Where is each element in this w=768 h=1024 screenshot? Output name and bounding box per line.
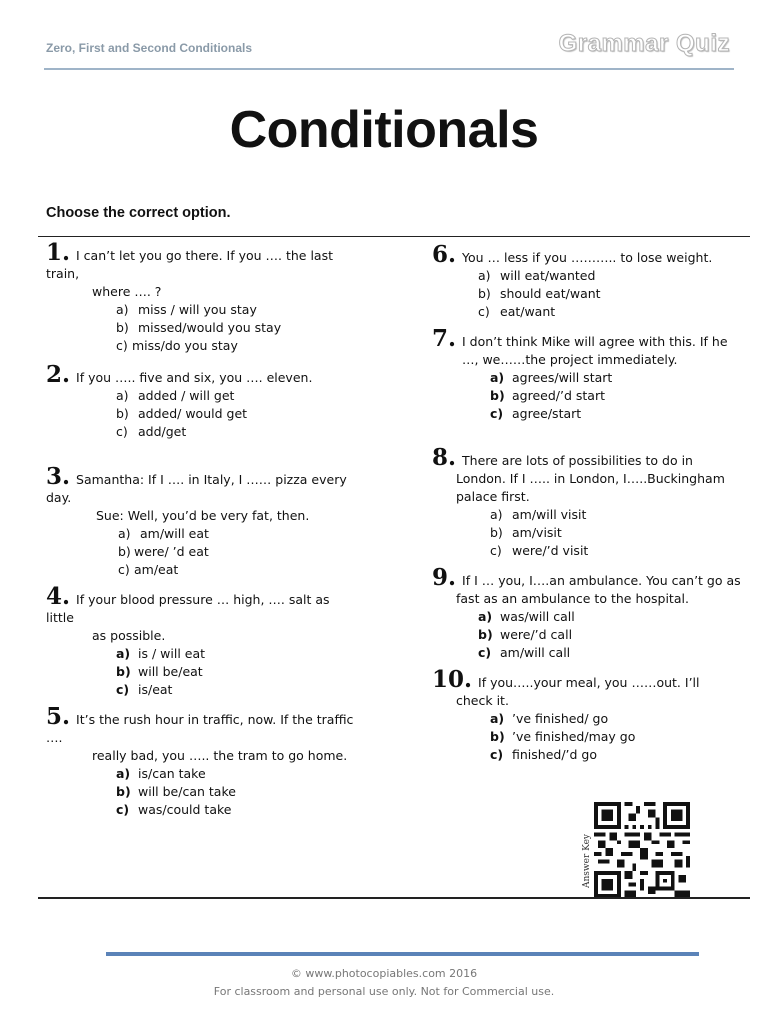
option-b[interactable]: b) were/ ’d eat [118,544,209,559]
option-b[interactable]: b) were/’d call [478,627,573,642]
question-number: 2. [46,361,71,388]
option-b[interactable]: b) am/visit [490,525,562,540]
question-8 [432,444,742,560]
option-a[interactable]: a) is / will eat [116,646,206,661]
question-text: Samantha: If I …. in Italy, I …… pizza every day. [46,472,347,505]
question-text: If you…..your meal, you ……out. I’ll [478,675,700,690]
option-c[interactable]: c) am/eat [118,562,179,577]
option-b[interactable]: b) will be/eat [116,664,203,679]
option-a[interactable]: a) am/will visit [490,507,587,522]
question-number: 6. [432,241,457,268]
question-1 [46,239,356,355]
question-9 [432,564,742,662]
question-6 [432,241,742,321]
option-a[interactable]: a) will eat/wanted [478,268,596,283]
option-c[interactable]: c) add/get [116,424,187,439]
option-c[interactable]: c) finished/’d go [490,747,598,762]
question-3 [46,463,356,579]
option-a[interactable]: a) agrees/will start [490,370,613,385]
question-number: 10. [432,666,473,693]
question-text: I can’t let you go there. If you …. the last train, [46,248,334,281]
question-text: …, we……the project immediately. [462,352,678,367]
option-c[interactable]: c) was/could take [116,802,232,817]
question-number: 3. [46,463,71,490]
question-7 [432,325,742,423]
option-b[interactable]: b) will be/can take [116,784,236,799]
question-text: palace first. [456,489,530,504]
header-divider [44,68,734,70]
option-a[interactable]: a) was/will call [478,609,575,624]
option-c[interactable]: c) agree/start [490,406,582,421]
page-title: Conditionals [229,101,539,159]
header-brand: Grammar Quiz [558,30,730,57]
option-b[interactable]: b) missed/would you stay [116,320,282,335]
option-c[interactable]: c) am/will call [478,645,571,660]
question-number: 8. [432,444,457,471]
question-text: where …. ? [92,284,162,299]
question-text: If your blood pressure … high, …. salt as little [46,592,330,625]
option-b[interactable]: b) ’ve finished/may go [490,729,636,744]
answer-key-qr-code[interactable] [594,802,690,898]
question-text: really bad, you ….. the tram to go home. [92,748,348,763]
footer-divider [106,952,699,956]
question-text: as possible. [92,628,166,643]
question-text: Sue: Well, you’d be very fat, then. [96,508,310,523]
header-subtitle: Zero, First and Second Conditionals [46,41,253,55]
question-number: 5. [46,703,71,730]
question-text: London. If I ….. in London, I…..Buckingham [456,471,725,486]
question-text: fast as an ambulance to the hospital. [456,591,689,606]
option-b[interactable]: b) agreed/’d start [490,388,605,403]
question-4 [46,583,356,699]
question-text: It’s the rush hour in traffic, now. If the traffic …. [46,712,354,745]
footer-copyright: © www.photocopiables.com 2016 [290,967,478,980]
instruction-text: Choose the correct option. [46,205,231,221]
option-a[interactable]: a) am/will eat [118,526,209,541]
question-5 [46,703,356,819]
question-text: I don’t think Mike will agree with this. If he [462,334,728,349]
question-number: 7. [432,325,457,352]
bottom-divider [38,897,750,899]
option-c[interactable]: c) eat/want [478,304,556,319]
question-text: You … less if you ……….. to lose weight. [462,250,713,265]
question-10 [432,666,742,764]
option-c[interactable]: c) were/’d visit [490,543,589,558]
question-text: If I … you, I….an ambulance. You can’t go as [462,573,741,588]
option-b[interactable]: b) should eat/want [478,286,601,301]
top-divider [38,236,750,237]
question-2 [46,361,356,441]
question-text: If you ….. five and six, you …. eleven. [76,370,313,385]
footer-usage-note: For classroom and personal use only. Not for Commercial use. [213,985,555,998]
question-number: 4. [46,583,71,610]
question-text: There are lots of possibilities to do in [462,453,693,468]
option-a[interactable]: a) miss / will you stay [116,302,257,317]
question-number: 1. [46,239,71,266]
option-a[interactable]: a) is/can take [116,766,206,781]
option-c[interactable]: c) is/eat [116,682,173,697]
option-a[interactable]: a) added / will get [116,388,235,403]
option-a[interactable]: a) ’ve finished/ go [490,711,609,726]
option-c[interactable]: c) miss/do you stay [116,338,238,353]
question-number: 9. [432,564,457,591]
question-text: check it. [456,693,509,708]
answer-key-label: Answer Key [582,834,592,888]
option-b[interactable]: b) added/ would get [116,406,248,421]
